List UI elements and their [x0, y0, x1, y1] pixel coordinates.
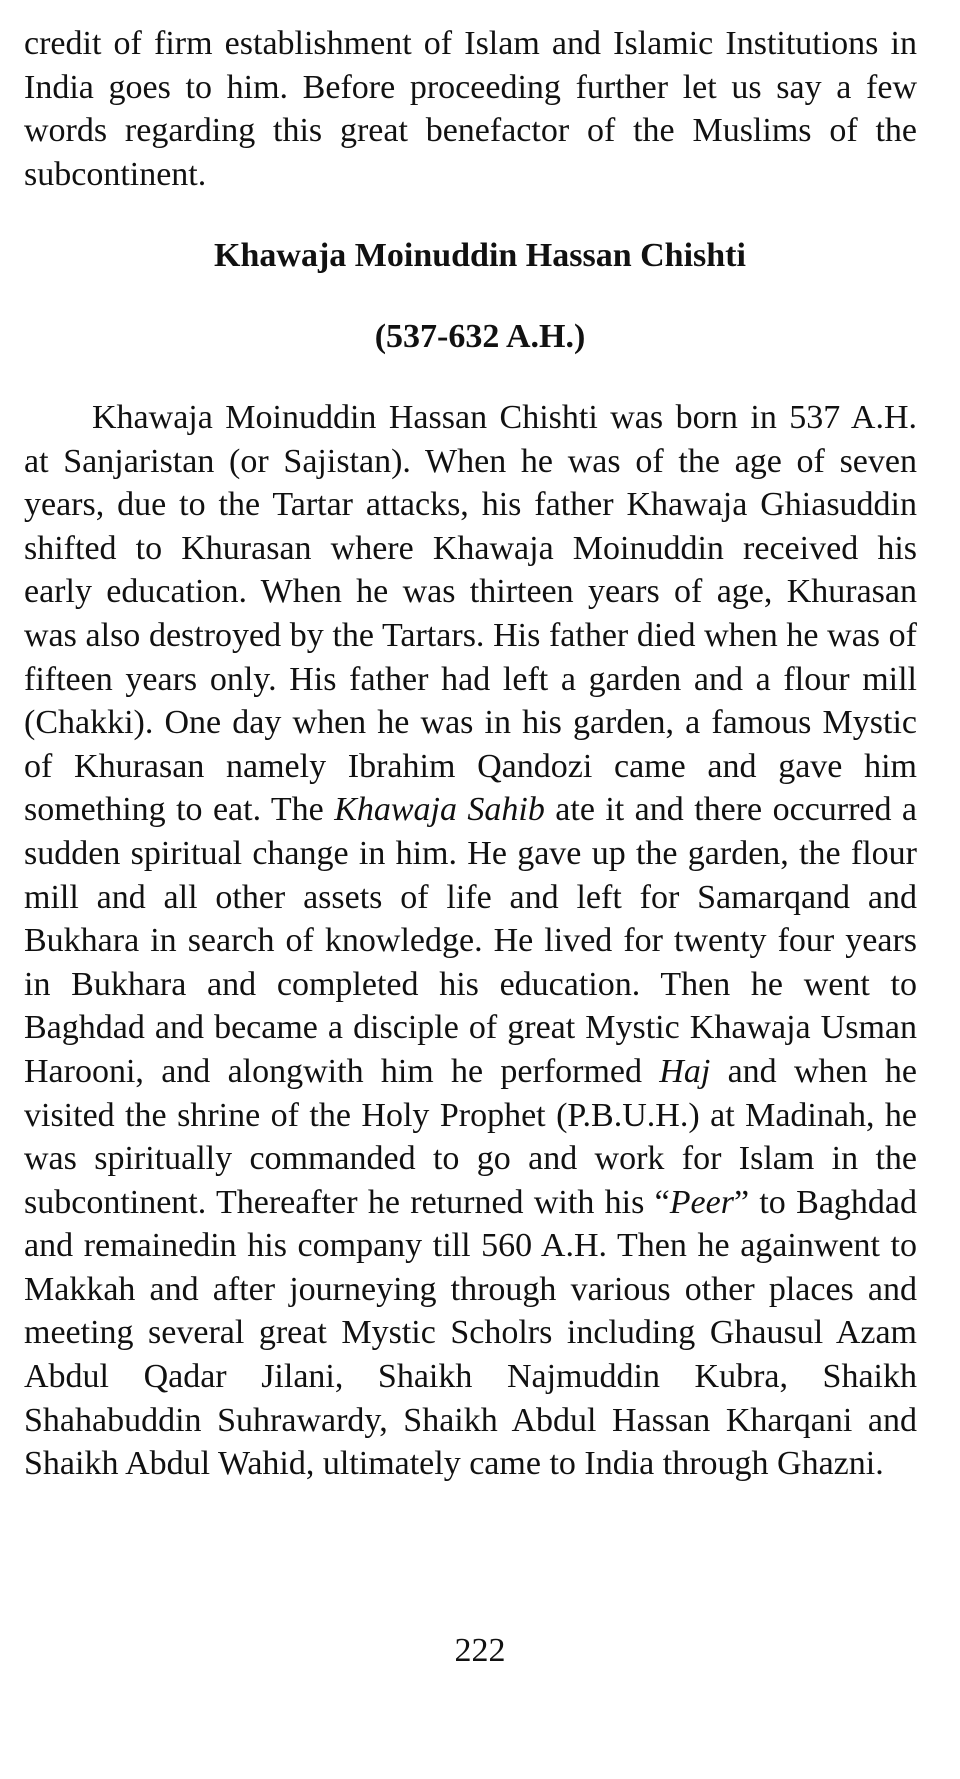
italic-term-haj: Haj — [659, 1052, 711, 1090]
section-title: Khawaja Moinuddin Hassan Chishti — [214, 237, 746, 274]
page-number: 222 — [454, 1632, 506, 1669]
intro-paragraph: credit of firm establishment of Islam and Islamic Institutions in India goes to him. Before proceeding further let us say a few words regarding this great benefactor of the Muslims of the subcontinent. — [24, 25, 917, 193]
section-dates: (537-632 A.H.) — [374, 318, 586, 355]
paragraph-text-3: and when he visited the shrine of the Holy Prophet (P.B.U.H.) at Madinah, he was spiritually commanded to go and work for Islam in the subcontinent. Thereafter he returned with his “ — [24, 1052, 917, 1221]
paragraph-text-4: ” to Baghdad and remainedin his company till 560 A.H. Then he againwent to Makkah and after journeying through various other places and meeting several great Mystic Scholrs including Ghausul Azam Abdul Qadar Jilani, Shaikh Najmuddin Kubra, Shaikh Shahabuddin Suhrawardy, Shaikh Abdul Hassan Kharqani and Shaikh Abdul Wahid, ultimately came to India through Ghazni. — [24, 1183, 917, 1483]
paragraph-text-1: Khawaja Moinuddin Hassan Chishti was born in 537 A.H. at Sanjaristan (or Sajistan). When he was of the age of seven years, due to the Tartar attacks, his father Khawaja Ghiasuddin shifted to Khurasan where Khawaja Moinuddin received his early education. When he was thirteen years of age, Khurasan was also destroyed by the Tartars. His father died when he was of fifteen years only. His father had left a garden and a flour mill (Chakki). One day when he was in his garden, a famous Mystic of Khurasan namely Ibrahim Qandozi came and gave him something to eat. The — [24, 399, 917, 829]
biography-paragraph — [24, 396, 917, 1486]
italic-term-peer: Peer — [669, 1183, 734, 1221]
paragraph-text-2: ate it and there occurred a sudden spiritual change in him. He gave up the garden, the flour mill and all other assets of life and left for Samarqand and Bukhara in search of knowledge. He lived for twenty four years in Bukhara and completed his education. Then he went to Baghdad and became a disciple of great Mystic Khawaja Usman Harooni, and alongwith him he performed — [24, 791, 918, 1090]
italic-term-khawaja-sahib: Khawaja Sahib — [334, 791, 545, 829]
